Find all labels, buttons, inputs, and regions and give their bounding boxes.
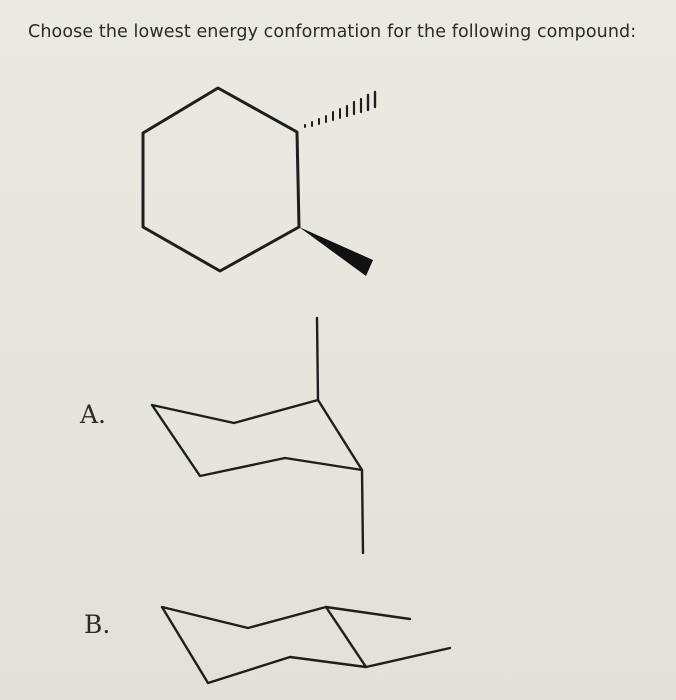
option-b-chair-ring <box>162 607 366 683</box>
option-b-label: B. <box>84 610 111 639</box>
question-prompt: Choose the lowest energy conformation for the following compound: <box>28 22 637 42</box>
option-a-label: A. <box>80 400 107 429</box>
